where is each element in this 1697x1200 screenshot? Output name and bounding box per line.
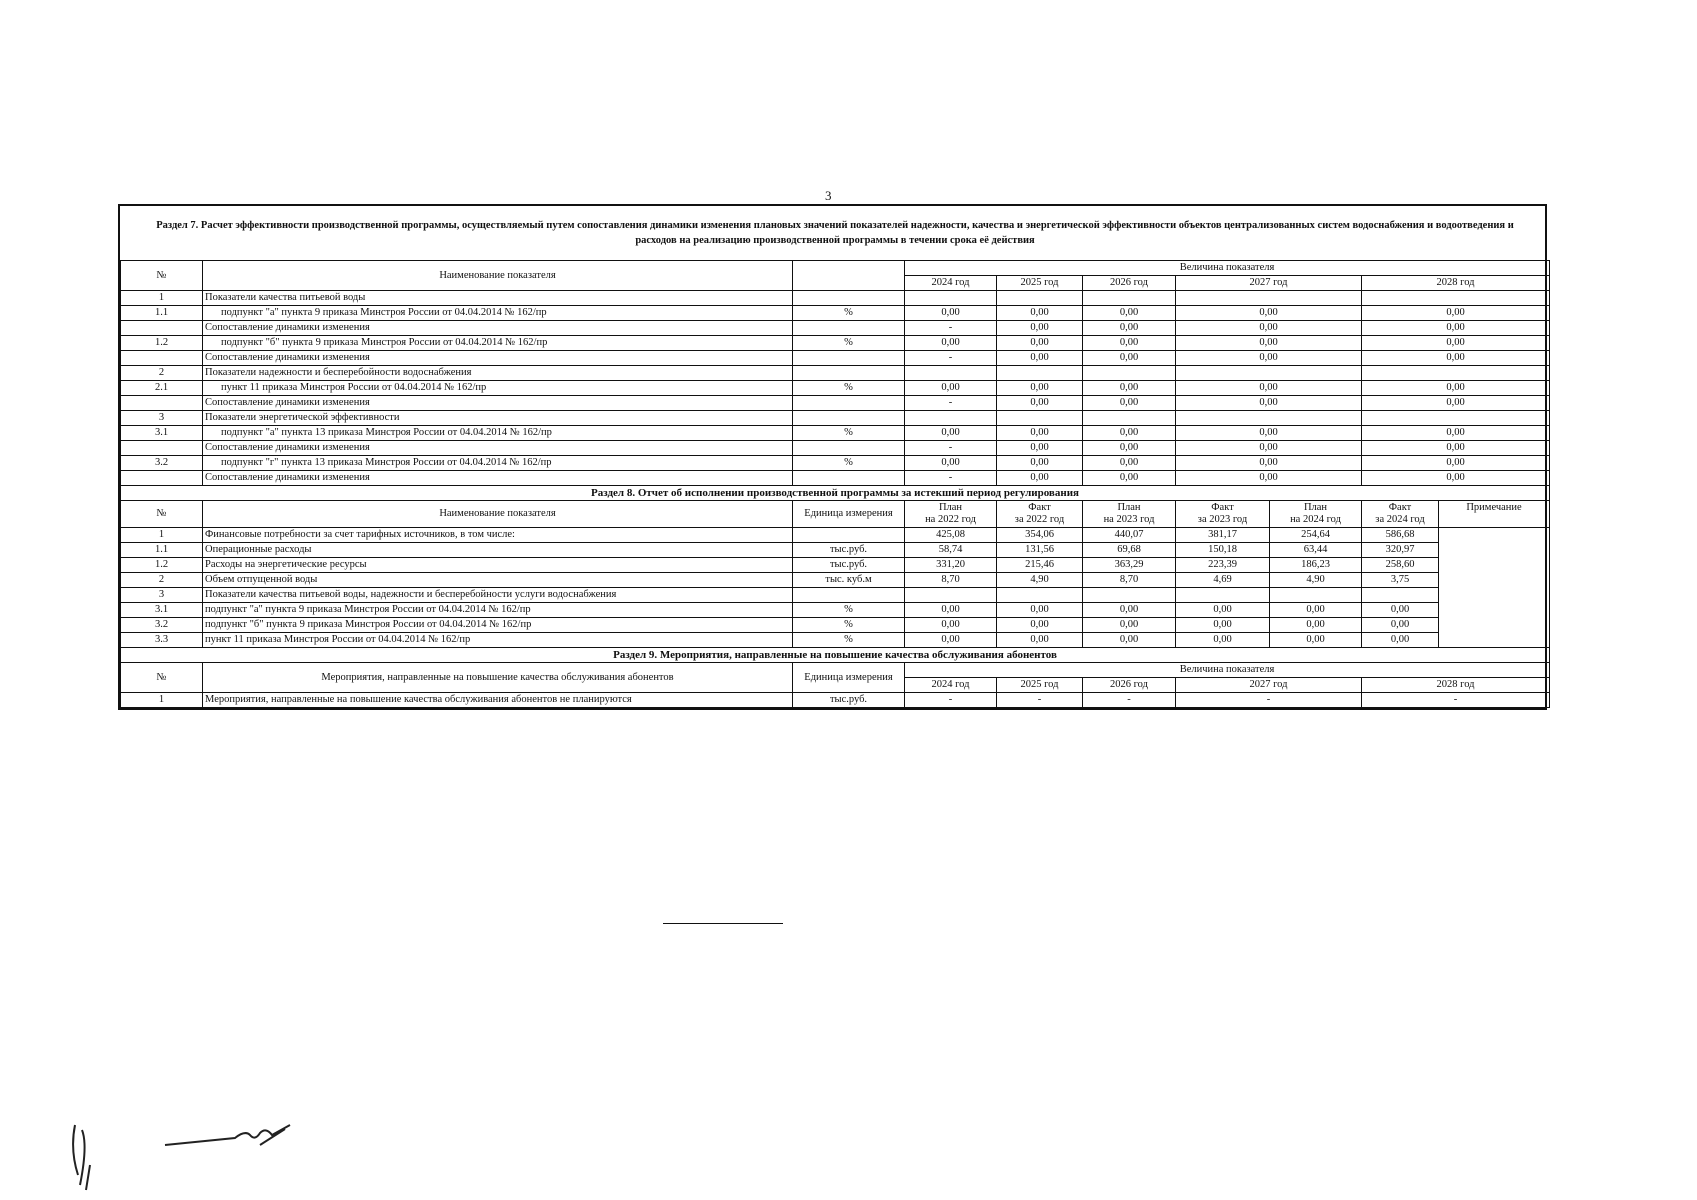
value-cell: 0,00: [1176, 603, 1270, 618]
value-cell: 354,06: [997, 528, 1083, 543]
indicator-name: Сопоставление динамики изменения: [203, 396, 793, 411]
value-cell: 0,00: [1362, 618, 1439, 633]
value-cell: -: [1083, 693, 1176, 708]
unit-cell: [793, 471, 905, 486]
value-cell: 0,00: [1362, 351, 1550, 366]
indicator-name: подпункт "б" пункта 9 приказа Минстроя России от 04.04.2014 № 162/пр: [203, 336, 793, 351]
section8-title-row: [121, 486, 1550, 501]
value-cell: -: [1362, 693, 1550, 708]
value-cell: 0,00: [1176, 306, 1362, 321]
value-cell: 69,68: [1083, 543, 1176, 558]
section7-row: [121, 336, 1550, 351]
unit-cell: %: [793, 306, 905, 321]
period-header: [905, 501, 997, 528]
value-cell: [997, 291, 1083, 306]
section8-row: [121, 618, 1550, 633]
section7-row: [121, 441, 1550, 456]
value-cell: 0,00: [1083, 351, 1176, 366]
value-cell: 363,29: [1083, 558, 1176, 573]
unit-cell: [793, 351, 905, 366]
unit-cell: [793, 366, 905, 381]
value-cell: -: [905, 351, 997, 366]
value-cell: [1176, 291, 1362, 306]
note-cell: [1439, 528, 1550, 648]
indicator-name: подпункт "а" пункта 9 приказа Минстроя России от 04.04.2014 № 162/пр: [203, 603, 793, 618]
section8-group-row: [121, 588, 1550, 603]
section8-row: [121, 603, 1550, 618]
value-cell: 0,00: [1083, 381, 1176, 396]
value-cell: -: [905, 396, 997, 411]
row-number: 1.2: [121, 558, 203, 573]
column-header-unit: Единица измерения: [793, 501, 905, 528]
value-cell: 215,46: [997, 558, 1083, 573]
period-header-year: за 2024 год: [1375, 514, 1425, 525]
value-cell: 0,00: [1176, 426, 1362, 441]
value-cell: 0,00: [1083, 306, 1176, 321]
value-cell: 63,44: [1270, 543, 1362, 558]
value-cell: [905, 366, 997, 381]
value-cell: 0,00: [997, 426, 1083, 441]
value-cell: 0,00: [1362, 321, 1550, 336]
value-cell: 254,64: [1270, 528, 1362, 543]
value-cell: [1083, 411, 1176, 426]
value-cell: [905, 588, 997, 603]
section8-row: [121, 543, 1550, 558]
page-number: 3: [825, 188, 832, 203]
section7-row: [121, 306, 1550, 321]
value-cell: 586,68: [1362, 528, 1439, 543]
indicator-name: подпункт "а" пункта 13 приказа Минстроя России от 04.04.2014 № 162/пр: [203, 426, 793, 441]
section7-title-row: [121, 206, 1550, 261]
value-cell: 3,75: [1362, 573, 1439, 588]
value-cell: 0,00: [997, 396, 1083, 411]
indicator-name: Сопоставление динамики изменения: [203, 471, 793, 486]
indicator-name: Операционные расходы: [203, 543, 793, 558]
period-header-kind: План: [1303, 502, 1328, 513]
section9-title: Раздел 9. Мероприятия, направленные на повышение качества обслуживания абонентов: [121, 648, 1550, 663]
value-cell: 0,00: [1083, 426, 1176, 441]
unit-cell: %: [793, 456, 905, 471]
year-header: 2027 год: [1176, 678, 1362, 693]
value-cell: 0,00: [1083, 603, 1176, 618]
section8-title: Раздел 8. Отчет об исполнении производственной программы за истекший период регулирования: [121, 486, 1550, 501]
section8-row: [121, 633, 1550, 648]
value-cell: 0,00: [1176, 471, 1362, 486]
value-cell: 0,00: [1270, 633, 1362, 648]
value-cell: 0,00: [1083, 471, 1176, 486]
year-header: 2025 год: [997, 276, 1083, 291]
period-header-kind: Факт: [1388, 502, 1412, 513]
section7-group-row: [121, 366, 1550, 381]
value-cell: [1083, 588, 1176, 603]
unit-cell: тыс.руб.: [793, 693, 905, 708]
indicator-name: Показатели энергетической эффективности: [203, 411, 793, 426]
section7-row: [121, 381, 1550, 396]
section7-row: [121, 396, 1550, 411]
section7-row: [121, 321, 1550, 336]
value-cell: 0,00: [1362, 441, 1550, 456]
unit-cell: тыс. куб.м: [793, 573, 905, 588]
row-number: 3: [121, 588, 203, 603]
column-header-no: №: [121, 663, 203, 693]
row-number: [121, 396, 203, 411]
indicator-name: Показатели надежности и бесперебойности водоснабжения: [203, 366, 793, 381]
value-cell: 4,90: [997, 573, 1083, 588]
section9-header-row: [121, 663, 1550, 678]
value-cell: -: [905, 471, 997, 486]
row-number: 3.2: [121, 456, 203, 471]
period-header-kind: План: [1117, 502, 1141, 513]
section7-row: [121, 426, 1550, 441]
value-cell: 0,00: [1362, 633, 1439, 648]
year-header: 2026 год: [1083, 276, 1176, 291]
unit-cell: [793, 411, 905, 426]
unit-cell: тыс.руб.: [793, 543, 905, 558]
document-table: [118, 204, 1547, 710]
value-cell: 0,00: [997, 618, 1083, 633]
value-cell: 0,00: [1176, 321, 1362, 336]
value-cell: [1176, 588, 1270, 603]
value-cell: [1362, 366, 1550, 381]
unit-cell: %: [793, 381, 905, 396]
value-cell: 0,00: [997, 471, 1083, 486]
value-cell: 0,00: [1270, 603, 1362, 618]
value-cell: -: [905, 693, 997, 708]
section7-row: [121, 351, 1550, 366]
value-cell: 0,00: [997, 306, 1083, 321]
period-header-year: на 2023 год: [1103, 514, 1155, 525]
value-cell: [1362, 588, 1439, 603]
unit-cell: %: [793, 633, 905, 648]
year-header: 2025 год: [997, 678, 1083, 693]
value-cell: 0,00: [905, 456, 997, 471]
indicator-name: Сопоставление динамики изменения: [203, 441, 793, 456]
row-number: 2: [121, 573, 203, 588]
indicator-name: Показатели качества питьевой воды: [203, 291, 793, 306]
year-header: 2024 год: [905, 678, 997, 693]
unit-cell: тыс.руб.: [793, 558, 905, 573]
row-number: 1.1: [121, 543, 203, 558]
row-number: [121, 321, 203, 336]
value-cell: 223,39: [1176, 558, 1270, 573]
indicator-name: пункт 11 приказа Минстроя России от 04.04.2014 № 162/пр: [203, 381, 793, 396]
value-cell: 0,00: [1176, 441, 1362, 456]
period-header-kind: Факт: [1211, 502, 1234, 513]
value-cell: 0,00: [997, 336, 1083, 351]
value-cell: 0,00: [1362, 381, 1550, 396]
row-number: 3.1: [121, 426, 203, 441]
value-cell: 0,00: [1083, 618, 1176, 633]
row-number: 3.2: [121, 618, 203, 633]
row-number: 2.1: [121, 381, 203, 396]
value-cell: 4,69: [1176, 573, 1270, 588]
main-table: [120, 206, 1550, 708]
year-header: 2028 год: [1362, 678, 1550, 693]
value-cell: 0,00: [1083, 321, 1176, 336]
value-cell: [1176, 366, 1362, 381]
row-number: 1: [121, 528, 203, 543]
row-number: 3: [121, 411, 203, 426]
value-cell: 0,00: [997, 633, 1083, 648]
section8-row: [121, 558, 1550, 573]
value-cell: 258,60: [1362, 558, 1439, 573]
unit-cell: %: [793, 603, 905, 618]
row-number: 3.3: [121, 633, 203, 648]
section9-title-row: [121, 648, 1550, 663]
value-cell: [905, 291, 997, 306]
value-cell: 4,90: [1270, 573, 1362, 588]
year-header: 2024 год: [905, 276, 997, 291]
column-header-note: Примечание: [1439, 501, 1550, 528]
footer-separator-line: [663, 923, 783, 924]
value-cell: 0,00: [1083, 633, 1176, 648]
indicator-name: Сопоставление динамики изменения: [203, 321, 793, 336]
indicator-name: подпункт "б" пункта 9 приказа Минстроя России от 04.04.2014 № 162/пр: [203, 618, 793, 633]
value-cell: 8,70: [1083, 573, 1176, 588]
unit-cell: %: [793, 426, 905, 441]
value-cell: 0,00: [997, 381, 1083, 396]
value-cell: 440,07: [1083, 528, 1176, 543]
value-cell: 0,00: [1362, 603, 1439, 618]
period-header-year: на 2024 год: [1290, 514, 1341, 525]
value-cell: 0,00: [1176, 618, 1270, 633]
period-header: [997, 501, 1083, 528]
value-cell: 0,00: [997, 321, 1083, 336]
value-cell: 0,00: [997, 603, 1083, 618]
unit-cell: [793, 441, 905, 456]
indicator-name: Показатели качества питьевой воды, надежности и бесперебойности услуги водоснабжения: [203, 588, 793, 603]
section7-title: Раздел 7. Расчет эффективности производственной программы, осуществляемый путем сопоставления динамики изменения плановых значений показателей надежности, качества и энергетической эффективности объектов централизованных систем водоснабжения и водоотведения и расходов на реализацию производственной программы в течении срока её действия: [156, 220, 1514, 246]
value-cell: -: [997, 693, 1083, 708]
column-header-value-group: Величина показателя: [905, 663, 1550, 678]
unit-cell: [793, 528, 905, 543]
unit-cell: [793, 321, 905, 336]
value-cell: 0,00: [905, 426, 997, 441]
measure-name: Мероприятия, направленные на повышение качества обслуживания абонентов не планируются: [203, 693, 793, 708]
row-number: 1.2: [121, 336, 203, 351]
value-cell: -: [905, 441, 997, 456]
value-cell: 331,20: [905, 558, 997, 573]
section7-row: [121, 471, 1550, 486]
value-cell: 0,00: [1176, 396, 1362, 411]
row-number: [121, 441, 203, 456]
value-cell: 0,00: [905, 381, 997, 396]
value-cell: [1362, 291, 1550, 306]
value-cell: [905, 411, 997, 426]
period-header-year: за 2022 год: [1014, 514, 1065, 525]
value-cell: 0,00: [1083, 456, 1176, 471]
year-header: 2027 год: [1176, 276, 1362, 291]
value-cell: 0,00: [1176, 381, 1362, 396]
indicator-name: Объем отпущенной воды: [203, 573, 793, 588]
value-cell: 0,00: [905, 603, 997, 618]
value-cell: 0,00: [905, 633, 997, 648]
unit-cell: [793, 291, 905, 306]
period-header-year: за 2023 год: [1197, 514, 1248, 525]
column-header-unit: Единица измерения: [793, 663, 905, 693]
value-cell: 150,18: [1176, 543, 1270, 558]
row-number: [121, 471, 203, 486]
year-header: 2026 год: [1083, 678, 1176, 693]
row-number: 3.1: [121, 603, 203, 618]
value-cell: 0,00: [1362, 471, 1550, 486]
value-cell: 0,00: [905, 336, 997, 351]
indicator-name: Расходы на энергетические ресурсы: [203, 558, 793, 573]
row-number: 1: [121, 291, 203, 306]
indicator-name: Сопоставление динамики изменения: [203, 351, 793, 366]
row-number: 1.1: [121, 306, 203, 321]
indicator-name: подпункт "г" пункта 13 приказа Минстроя России от 04.04.2014 № 162/пр: [203, 456, 793, 471]
value-cell: 131,56: [997, 543, 1083, 558]
value-cell: 58,74: [905, 543, 997, 558]
handwritten-signature: [60, 1105, 300, 1195]
value-cell: [1083, 366, 1176, 381]
value-cell: 0,00: [1362, 426, 1550, 441]
value-cell: 425,08: [905, 528, 997, 543]
value-cell: 0,00: [1083, 336, 1176, 351]
value-cell: 0,00: [1362, 306, 1550, 321]
value-cell: [997, 366, 1083, 381]
period-header: [1362, 501, 1439, 528]
section7-group-row: [121, 291, 1550, 306]
section7-header-row: [121, 261, 1550, 276]
value-cell: 0,00: [905, 618, 997, 633]
value-cell: [997, 411, 1083, 426]
indicator-name: Финансовые потребности за счет тарифных источников, в том числе:: [203, 528, 793, 543]
column-header-no: №: [121, 501, 203, 528]
section8-row: [121, 573, 1550, 588]
value-cell: 0,00: [1270, 618, 1362, 633]
value-cell: 8,70: [905, 573, 997, 588]
value-cell: [1176, 411, 1362, 426]
value-cell: 0,00: [997, 351, 1083, 366]
column-header-name: Наименование показателя: [203, 261, 793, 291]
column-header-value-group: Величина показателя: [905, 261, 1550, 276]
value-cell: 0,00: [997, 456, 1083, 471]
value-cell: 0,00: [1176, 633, 1270, 648]
period-header: [1270, 501, 1362, 528]
value-cell: [1270, 588, 1362, 603]
value-cell: 320,97: [1362, 543, 1439, 558]
indicator-name: подпункт "а" пункта 9 приказа Минстроя России от 04.04.2014 № 162/пр: [203, 306, 793, 321]
value-cell: [997, 588, 1083, 603]
unit-cell: %: [793, 336, 905, 351]
period-header: [1176, 501, 1270, 528]
period-header-kind: План: [938, 502, 963, 513]
value-cell: 0,00: [1083, 396, 1176, 411]
value-cell: [1362, 411, 1550, 426]
value-cell: 0,00: [1176, 456, 1362, 471]
period-header: [1083, 501, 1176, 528]
value-cell: 0,00: [1362, 456, 1550, 471]
value-cell: 186,23: [1270, 558, 1362, 573]
section9-row: [121, 693, 1550, 708]
value-cell: -: [905, 321, 997, 336]
unit-cell: [793, 396, 905, 411]
unit-cell: [793, 588, 905, 603]
row-number: 1: [121, 693, 203, 708]
value-cell: 0,00: [1083, 441, 1176, 456]
column-header-unit: [793, 261, 905, 291]
value-cell: 0,00: [1362, 396, 1550, 411]
value-cell: 0,00: [905, 306, 997, 321]
section8-header-row: [121, 501, 1550, 528]
value-cell: 381,17: [1176, 528, 1270, 543]
year-header: 2028 год: [1362, 276, 1550, 291]
value-cell: -: [1176, 693, 1362, 708]
row-number: 2: [121, 366, 203, 381]
indicator-name: пункт 11 приказа Минстроя России от 04.04.2014 № 162/пр: [203, 633, 793, 648]
section7-row: [121, 456, 1550, 471]
column-header-name: Наименование показателя: [203, 501, 793, 528]
unit-cell: %: [793, 618, 905, 633]
column-header-no: №: [121, 261, 203, 291]
value-cell: 0,00: [1176, 336, 1362, 351]
section7-group-row: [121, 411, 1550, 426]
section8-row: [121, 528, 1550, 543]
value-cell: 0,00: [1362, 336, 1550, 351]
period-header-year: на 2022 год: [925, 514, 976, 525]
value-cell: 0,00: [1176, 351, 1362, 366]
period-header-kind: Факт: [1028, 502, 1051, 513]
value-cell: 0,00: [997, 441, 1083, 456]
value-cell: [1083, 291, 1176, 306]
row-number: [121, 351, 203, 366]
column-header-name: Мероприятия, направленные на повышение качества обслуживания абонентов: [203, 663, 793, 693]
